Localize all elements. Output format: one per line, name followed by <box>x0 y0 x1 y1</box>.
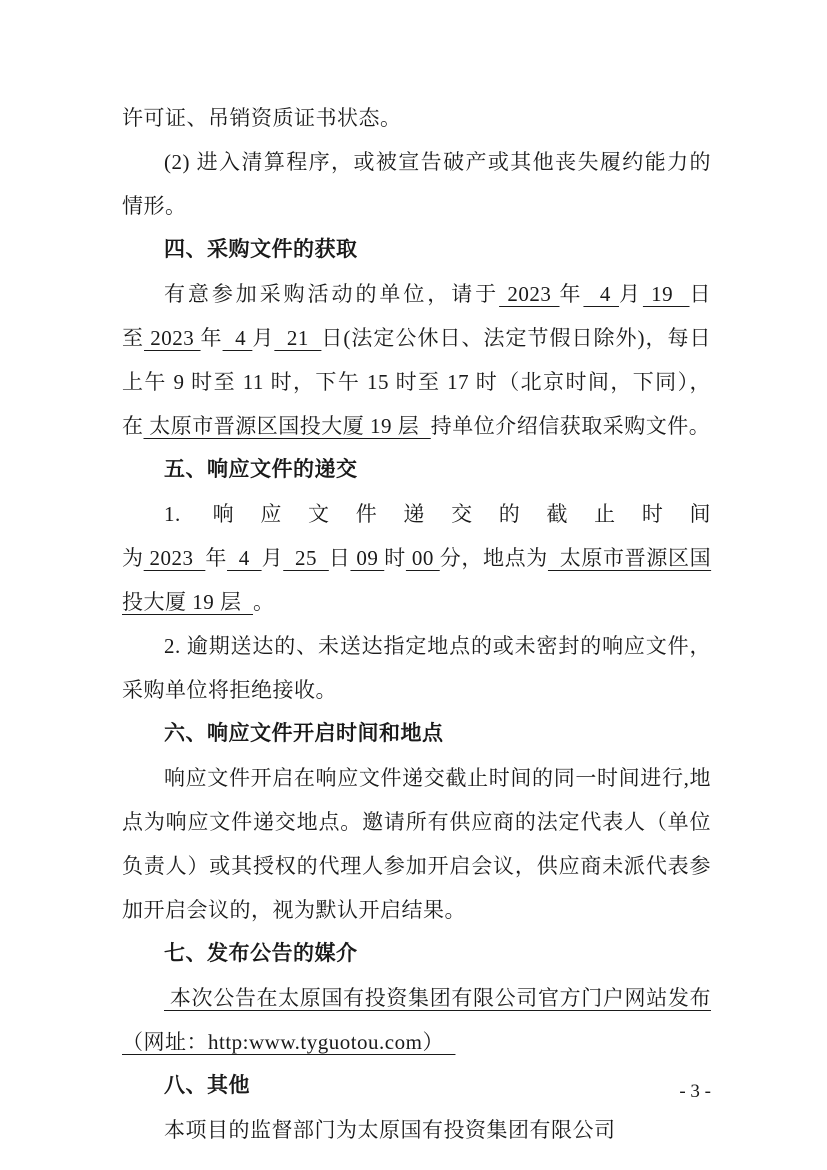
text-run: 响应文件开启在响应文件递交截止时间的同一时间进行,地点为响应文件递交地点。邀请所有供应商的法定代表人（单位负责人）或其授权的代理人参加开启会议，供应商未派代表参加开启会议的，视为默认开启结果。 <box>122 766 711 922</box>
heading-section-six <box>122 712 711 756</box>
para-opening-time <box>122 756 711 932</box>
text-run: (2) 进入清算程序，或被宣告破产或其他丧失履约能力的情形。 <box>122 150 711 218</box>
para-supervision-dept <box>122 1108 711 1152</box>
text-run: 月 <box>252 326 275 350</box>
heading-section-five <box>122 448 711 492</box>
document-body <box>122 96 711 1152</box>
fill-in-blank: 2023 <box>499 282 560 306</box>
text-run: 四、采购文件的获取 <box>164 238 358 261</box>
para-certificate-status <box>122 96 711 140</box>
text-run: 日 <box>328 546 351 570</box>
fill-in-blank: 4 <box>227 546 262 570</box>
text-run: 六、响应文件开启时间和地点 <box>164 722 444 745</box>
text-run: 本项目的监督部门为太原国有投资集团有限公司 <box>164 1118 616 1142</box>
fill-in-blank: 09 <box>350 546 385 570</box>
page-number: - 3 - <box>679 1081 711 1102</box>
text-run: 五、响应文件的递交 <box>164 458 358 481</box>
fill-in-blank: 太原市晋源区国投大厦 19 层 <box>122 546 712 614</box>
text-run: 日至 <box>122 282 711 350</box>
text-run: 月 <box>619 282 643 306</box>
text-run: 有意参加采购活动的单位，请于 <box>164 282 500 306</box>
fill-in-blank: 21 <box>274 326 322 350</box>
fill-in-blank: 2023 <box>144 326 201 350</box>
text-run: 。 <box>253 590 275 614</box>
fill-in-blank: 4 <box>583 282 619 306</box>
text-run: 年 <box>559 282 584 306</box>
fill-in-blank: 太原市晋源区国投大厦 19 层 <box>143 414 431 438</box>
para-document-obtain <box>122 272 711 448</box>
text-run: 年 <box>200 326 223 350</box>
text-run: 日(法定公休日、法定节假日除外)，每日上午 9 时至 11 时，下午 15 时至 17 时（北京时间，下同），在 <box>122 326 712 438</box>
page-footer <box>122 1080 711 1104</box>
text-run: 持单位介绍信获取采购文件。 <box>430 414 711 438</box>
text-run: 2. 逾期送达的、未送达指定地点的或未密封的响应文件，采购单位将拒绝接收。 <box>122 634 711 702</box>
heading-section-four <box>122 228 711 272</box>
fill-in-blank: 25 <box>283 546 329 570</box>
heading-section-seven <box>122 932 711 976</box>
fill-in-blank: 本次公告在太原国有投资集团有限公司官方门户网站发布（网址：http:www.tyguotou.com） <box>122 986 711 1054</box>
text-run: 时 <box>384 546 406 570</box>
para-announcement-media <box>122 976 711 1064</box>
para-submission-deadline <box>122 492 711 624</box>
fill-in-blank: 2023 <box>143 546 206 570</box>
text-run: 七、发布公告的媒介 <box>164 942 358 965</box>
text-run: 许可证、吊销资质证书状态。 <box>122 106 402 130</box>
para-item-2-liquidation <box>122 140 711 228</box>
text-run: 月 <box>261 546 284 570</box>
fill-in-blank: 19 <box>642 282 690 306</box>
fill-in-blank: 4 <box>222 326 253 350</box>
fill-in-blank: 00 <box>405 546 440 570</box>
text-run: 分，地点为 <box>439 546 548 570</box>
text-run: 年 <box>205 546 227 570</box>
para-late-submission <box>122 624 711 712</box>
text-run: 八、其他 <box>164 1074 250 1097</box>
text-run: 1. 响应文件递交的截止时间为 <box>122 502 711 570</box>
